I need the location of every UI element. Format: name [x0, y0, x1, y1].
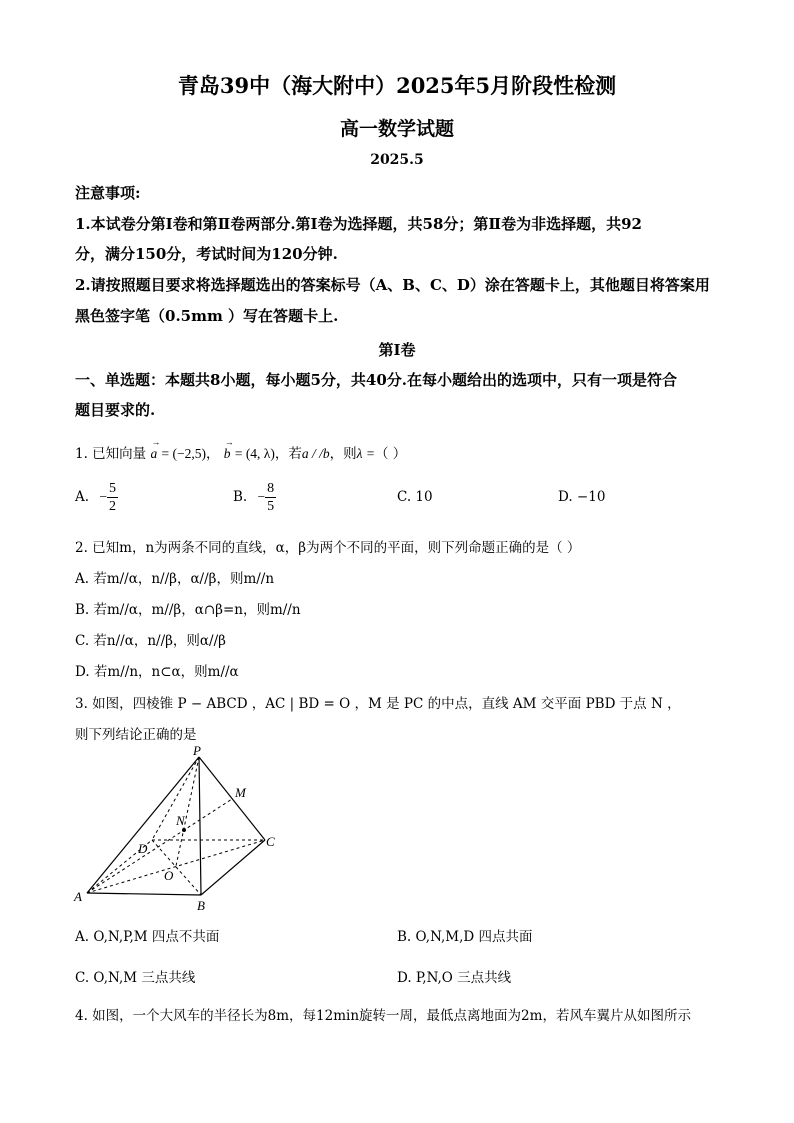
q3-option-a[interactable]: A. O,N,P,M 四点不共面	[75, 929, 220, 945]
diagonal-ac	[87, 840, 265, 893]
question-1-stem	[75, 437, 407, 462]
q2-option-a[interactable]: A. 若m//α，n//β，α//β，则m//n	[75, 571, 275, 587]
q1-answer-paren: （ ）	[374, 446, 407, 462]
exam-subtitle: 高一数学试题	[339, 118, 454, 140]
q1-option-b-sign: −	[257, 489, 266, 504]
q1-option-a-label: A.	[75, 489, 90, 505]
exam-title: 青岛39中（海大附中）2025年5月阶段性检测	[177, 73, 617, 98]
q2-option-b[interactable]: B. 若m//α，m//β，α∩β=n，则m//n	[75, 602, 301, 618]
question-4-stem-line-1: 4. 如图，一个大风车的半径长为8m，每12min旋转一周，最低点离地面为2m，若风车翼片从如图所示	[75, 1008, 691, 1024]
q3-option-b[interactable]: B. O,N,M,D 四点共面	[397, 929, 533, 945]
q1-text-1: 1. 已知向量	[75, 446, 147, 462]
question-3-stem-line-1: 3. 如图，四棱锥 P − ABCD ，AC | BD = O ，M 是 PC 的中点，直线 AM 交平面 PBD 于点 N ，	[75, 696, 681, 712]
lambda-symbol: λ =	[356, 446, 375, 461]
part-heading-line-2: 题目要求的.	[75, 401, 156, 419]
edge-ab	[87, 893, 201, 895]
label-o: O	[164, 868, 174, 883]
vector-a-value: = (−2,5)	[161, 446, 206, 461]
notice-item-1-line-2: 分，满分150分，考试时间为120分钟.	[75, 245, 338, 263]
point-n	[182, 828, 186, 832]
q3-option-c[interactable]: C. O,N,M 三点共线	[75, 970, 196, 986]
q1-option-a-fraction: $\frac{5}{2}$	[108, 481, 116, 514]
label-b: B	[197, 898, 205, 913]
edge-pc	[199, 757, 265, 840]
notice-item-2-line-2: 黑色签字笔（0.5mm ）写在答题卡上.	[75, 307, 339, 325]
q1-text-2: ，若	[274, 446, 302, 462]
q1-option-a[interactable]	[75, 480, 118, 515]
q1-text-3: ，则	[329, 446, 357, 462]
question-3-stem-line-2: 则下列结论正确的是	[75, 727, 197, 743]
q2-option-d[interactable]: D. 若m//n，n⊂α，则m//α	[75, 664, 239, 680]
volume-heading: 第Ⅰ卷	[378, 341, 416, 359]
edge-pb	[199, 757, 201, 895]
notice-heading: 注意事项:	[75, 184, 141, 202]
label-m: M	[235, 785, 246, 800]
vector-b-value: = (4, λ)	[234, 446, 275, 461]
diagonal-bd	[152, 840, 201, 895]
line-po	[176, 757, 199, 866]
q1-option-b-fraction: $\frac{8}{5}$	[267, 481, 275, 514]
label-p: P	[193, 743, 201, 758]
label-c: C	[266, 834, 275, 849]
q1-option-d[interactable]: D. −10	[558, 489, 606, 505]
part-heading-line-1: 一、单选题：本题共8小题，每小题5分，共40分.在每小题给出的选项中，只有一项是符合	[75, 371, 677, 389]
vector-b: → b	[223, 437, 234, 461]
parallel-condition: a / /b	[301, 446, 330, 461]
exam-date: 2025.5	[370, 152, 424, 168]
pyramid-figure	[74, 743, 290, 915]
line-am	[87, 799, 232, 893]
label-d: D	[138, 841, 148, 856]
q1-comma: ，	[205, 446, 220, 462]
edge-bc	[201, 840, 265, 895]
q1-option-c[interactable]: C. 10	[397, 489, 433, 505]
notice-item-2-line-1: 2.请按照题目要求将选择题选出的答案标号（A、B、C、D）涂在答题卡上，其他题目将答案用	[75, 276, 710, 294]
question-2-stem: 2. 已知m，n为两条不同的直线，α，β为两个不同的平面，则下列命题正确的是（ ）	[75, 540, 581, 556]
q3-option-d[interactable]: D. P,N,O 三点共线	[397, 970, 512, 986]
q1-option-a-sign: −	[99, 489, 107, 504]
q2-option-c[interactable]: C. 若n//α，n//β，则α//β	[75, 633, 226, 649]
label-a: A	[74, 889, 82, 904]
q1-option-b[interactable]	[233, 480, 276, 515]
label-n: N	[176, 813, 185, 828]
q1-option-b-label: B.	[233, 489, 248, 505]
notice-item-1-line-1: 1.本试卷分第Ⅰ卷和第Ⅱ卷两部分.第Ⅰ卷为选择题，共58分；第Ⅱ卷为非选择题，共92	[75, 215, 642, 233]
vector-a: → a	[150, 437, 161, 461]
